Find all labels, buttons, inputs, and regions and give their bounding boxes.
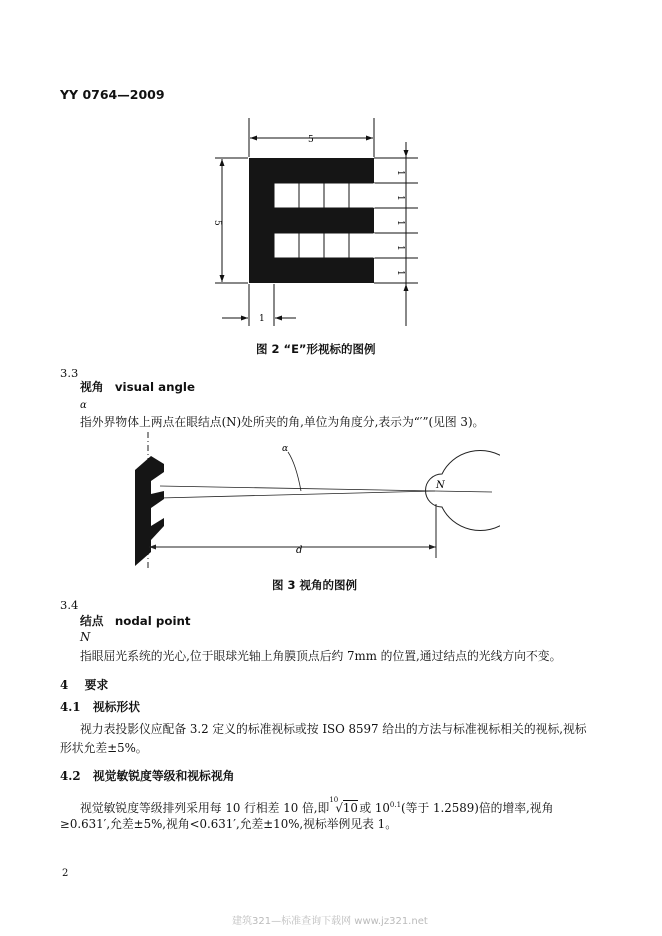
- term-symbol: α: [80, 400, 87, 411]
- distance-label: d: [296, 545, 303, 556]
- section-title: 视觉敏锐度等级和视标视角: [92, 769, 235, 783]
- section-4-2-heading: [60, 767, 234, 785]
- paragraph-text: 视觉敏锐度等级排列采用每 10 行相差 10 倍,即: [80, 800, 330, 815]
- section-number: 4.1: [60, 700, 81, 714]
- standard-code: YY 0764—2009: [60, 87, 165, 102]
- radicand: 10: [342, 800, 358, 815]
- paragraph-line: 视力表投影仪应配备 3.2 定义的标准视标或按 ISO 8597 给出的方法与标准视标相关的视标,视标: [80, 722, 587, 736]
- e-optotype-shape: [249, 158, 374, 283]
- section-4-heading: [60, 676, 108, 694]
- dim-width-label: 5: [308, 135, 314, 145]
- definition-text: 指眼屈光系统的光心,位于眼球光轴上角膜顶点后约 7mm 的位置,通过结点的光线方向不变。: [80, 649, 562, 663]
- section-title: 要求: [84, 678, 109, 692]
- term-en: visual angle: [114, 380, 195, 394]
- section-number: 3.4: [60, 598, 79, 612]
- dim-height-label: 5: [212, 220, 222, 226]
- power-base: 10: [374, 800, 390, 815]
- dim-right-label: 1: [395, 220, 405, 226]
- paragraph-text: (等于 1.2589)倍的增率,视角: [401, 800, 554, 815]
- dim-right-label: 1: [395, 170, 405, 176]
- figure-3-caption: 图 3 视角的图例: [272, 578, 358, 592]
- e-optotype-shape: [135, 456, 164, 566]
- figure-3-visual-angle: [120, 430, 500, 580]
- term-symbol: N: [80, 630, 91, 644]
- alpha-label: α: [282, 444, 289, 454]
- paragraph-line: 形状允差±5%。: [60, 741, 148, 755]
- paragraph-line: ≥0.631′,允差±5%,视角<0.631′,允差±10%,视标举例见表 1。: [60, 817, 397, 831]
- dim-bottom-label: 1: [259, 314, 265, 324]
- section-4-1-heading: [60, 698, 140, 716]
- dim-right-label: 1: [395, 270, 405, 276]
- nodal-point-label: N: [436, 480, 445, 491]
- term-en: nodal point: [114, 614, 191, 628]
- definition-text: 指外界物体上两点在眼结点(N)处所夹的角,单位为角度分,表示为“′”(见图 3)。: [80, 415, 485, 429]
- section-number: 4.2: [60, 769, 81, 783]
- power-exponent: 0.1: [389, 801, 402, 809]
- figure-2-e-optotype: [200, 112, 430, 342]
- term-heading: [80, 612, 191, 630]
- section-number: 4: [60, 678, 69, 692]
- term-cn: 视角: [80, 380, 104, 394]
- section-number: 3.3: [60, 366, 79, 380]
- paragraph-text: 或: [359, 800, 372, 815]
- root-index: 10: [329, 795, 339, 804]
- section-title: 视标形状: [92, 700, 141, 714]
- term-heading: [80, 378, 195, 396]
- figure-2-caption: 图 2 “E”形视标的图例: [256, 342, 376, 356]
- paragraph-line: [80, 796, 553, 817]
- dim-right-label: 1: [395, 245, 405, 251]
- radical-sign: √: [335, 800, 343, 815]
- term-cn: 结点: [80, 614, 104, 628]
- page-number: 2: [62, 868, 69, 879]
- dim-right-label: 1: [395, 195, 405, 201]
- watermark-text: 建筑321—标准查询下载网 www.jz321.net: [232, 916, 428, 927]
